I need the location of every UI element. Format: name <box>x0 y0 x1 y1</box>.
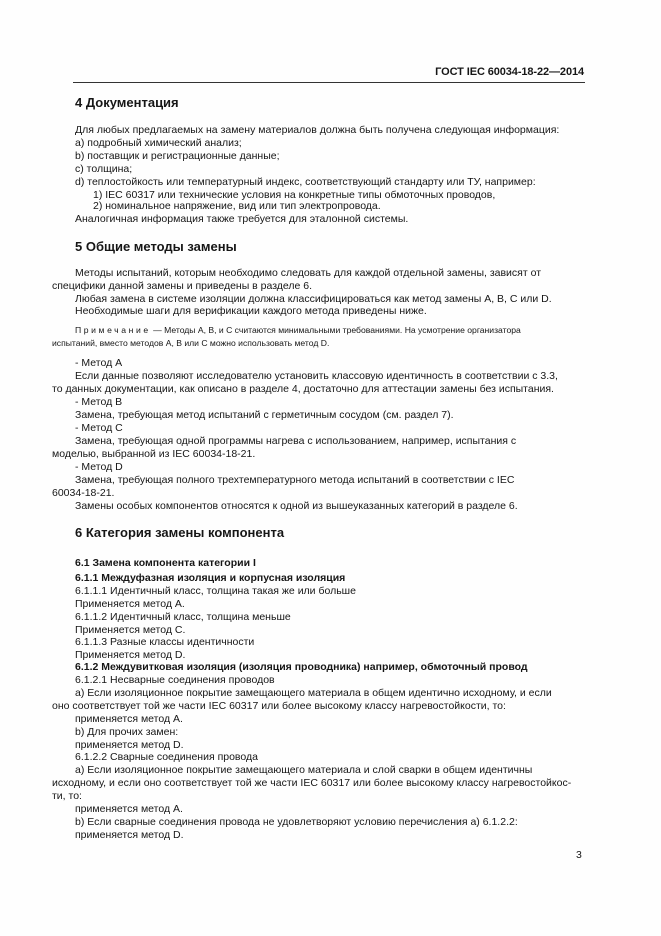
method-b-label: - Метод В <box>75 396 123 408</box>
sec5-p1-line2: специфики данной замены и приведены в разделе 6. <box>52 280 313 292</box>
sec4-item-c: c) толщина; <box>75 163 133 175</box>
sec5-note-line2: испытаний, вместо методов А, В или С можно использовать метод D. <box>52 338 330 348</box>
clause-6-1-2-1: 6.1.2.1 Несварные соединения проводов <box>75 674 275 686</box>
header-rule <box>73 82 585 83</box>
clause-6-1-2-1-a-line2: оно соответствует той же части IEC 60317 или более высокому классу нагревостойкости, то: <box>52 700 506 712</box>
clause-6-1-2-2-a-line2: исходному, и если оно соответствует той же части IEC 60317 или более высокому классу нагревостойкос- <box>52 777 572 789</box>
method-d-label: - Метод D <box>75 461 123 473</box>
sec4-subitem-1: 1) IEC 60317 или технические условия на конкретные типы обмоточных проводов, <box>93 189 496 201</box>
clause-6-1-2-2-b-method: применяется метод D. <box>75 829 184 841</box>
clause-6-1-2-1-a-method: применяется метод А. <box>75 713 183 725</box>
sec4-item-d: d) теплостойкость или температурный индекс, соответствующий стандарту или ТУ, например: <box>75 176 536 188</box>
method-c-line2: моделью, выбранной из IEC 60034-18-21. <box>52 448 256 460</box>
sec5-note-line1 <box>75 324 521 337</box>
clause-6-1-1-2: 6.1.1.2 Идентичный класс, толщина меньше <box>75 611 291 623</box>
method-a-line2: то данных документации, как описано в разделе 4, достаточно для аттестации замены без испытания. <box>52 383 554 395</box>
sec4-item-b: b) поставщик и регистрационные данные; <box>75 150 280 162</box>
clause-6-1-2-1-b-method: применяется метод D. <box>75 739 184 751</box>
section-5-title: 5 Общие методы замены <box>75 239 237 254</box>
page-number: 3 <box>576 849 582 861</box>
sec5-p2-line2: Необходимые шаги для верификации каждого метода приведены ниже. <box>75 305 427 317</box>
sec5-closing: Замены особых компонентов относятся к одной из вышеуказанных категорий в разделе 6. <box>75 500 518 512</box>
clause-6-1-1-1-method: Применяется метод А. <box>75 598 185 610</box>
clause-6-1-2-2: 6.1.2.2 Сварные соединения провода <box>75 751 258 763</box>
clause-6-1-2-1-b: b) Для прочих замен: <box>75 726 179 738</box>
clause-6-1-2-2-a-line1: a) Если изоляционное покрытие замещающего материала и слой сварки в общем идентичны <box>75 764 533 776</box>
clause-6-1-1-3: 6.1.1.3 Разные классы идентичности <box>75 636 255 648</box>
clause-6-1-2-2-a-line3: ти, то: <box>52 790 82 802</box>
sec4-closing: Аналогичная информация также требуется для эталонной системы. <box>75 213 409 225</box>
method-c-label: - Метод С <box>75 422 123 434</box>
method-a-label: - Метод А <box>75 357 123 369</box>
section-6-title: 6 Категория замены компонента <box>75 525 285 540</box>
sec4-subitem-2: 2) номинальное напряжение, вид или тип электропровода. <box>93 200 381 212</box>
sec4-item-a: a) подробный химический анализ; <box>75 137 242 149</box>
clause-6-1-2-2-a-method: применяется метод А. <box>75 803 183 815</box>
note-text-1: — Методы А, В, и С считаются минимальными требованиями. На усмотрение организатора <box>150 325 521 335</box>
method-b-line1: Замена, требующая метод испытаний с герметичным сосудом (см. раздел 7). <box>75 409 454 421</box>
subsection-6-1-1: 6.1.1 Междуфазная изоляция и корпусная изоляция <box>75 572 346 584</box>
method-d-line1: Замена, требующая полного трехтемпературного метода испытаний в соответствии с IEC <box>75 474 515 486</box>
section-4-title: 4 Документация <box>75 95 179 110</box>
subsection-6-1: 6.1 Замена компонента категории I <box>75 557 256 569</box>
clause-6-1-1-1: 6.1.1.1 Идентичный класс, толщина такая же или больше <box>75 585 356 597</box>
clause-6-1-1-3-method: Применяется метод D. <box>75 649 186 661</box>
subsection-6-1-2: 6.1.2 Междувитковая изоляция (изоляция проводника) например, обмоточный провод <box>75 661 528 673</box>
clause-6-1-2-1-a-line1: a) Если изоляционное покрытие замещающего материала в общем идентично исходному, и если <box>75 687 552 699</box>
method-c-line1: Замена, требующая одной программы нагрева с использованием, например, испытания с <box>75 435 517 447</box>
method-d-line2: 60034-18-21. <box>52 487 115 499</box>
clause-6-1-2-2-b: b) Если сварные соединения провода не удовлетворяют условию перечисления a) 6.1.2.2: <box>75 816 518 828</box>
method-a-line1: Если данные позволяют исследователю установить классовую идентичность в соответствии с 3.3, <box>75 370 558 382</box>
sec5-p1-line1: Методы испытаний, которым необходимо следовать для каждой отдельной замены, зависят от <box>75 267 541 279</box>
sec4-intro: Для любых предлагаемых на замену материалов должна быть получена следующая информация: <box>75 124 560 136</box>
standard-header: ГОСТ IEC 60034-18-22—2014 <box>435 66 584 78</box>
clause-6-1-1-2-method: Применяется метод С. <box>75 624 186 636</box>
note-label: Примечание <box>75 325 151 335</box>
sec5-p2-line1: Любая замена в системе изоляции должна классифицироваться как метод замены A, B, C или D. <box>75 293 552 305</box>
